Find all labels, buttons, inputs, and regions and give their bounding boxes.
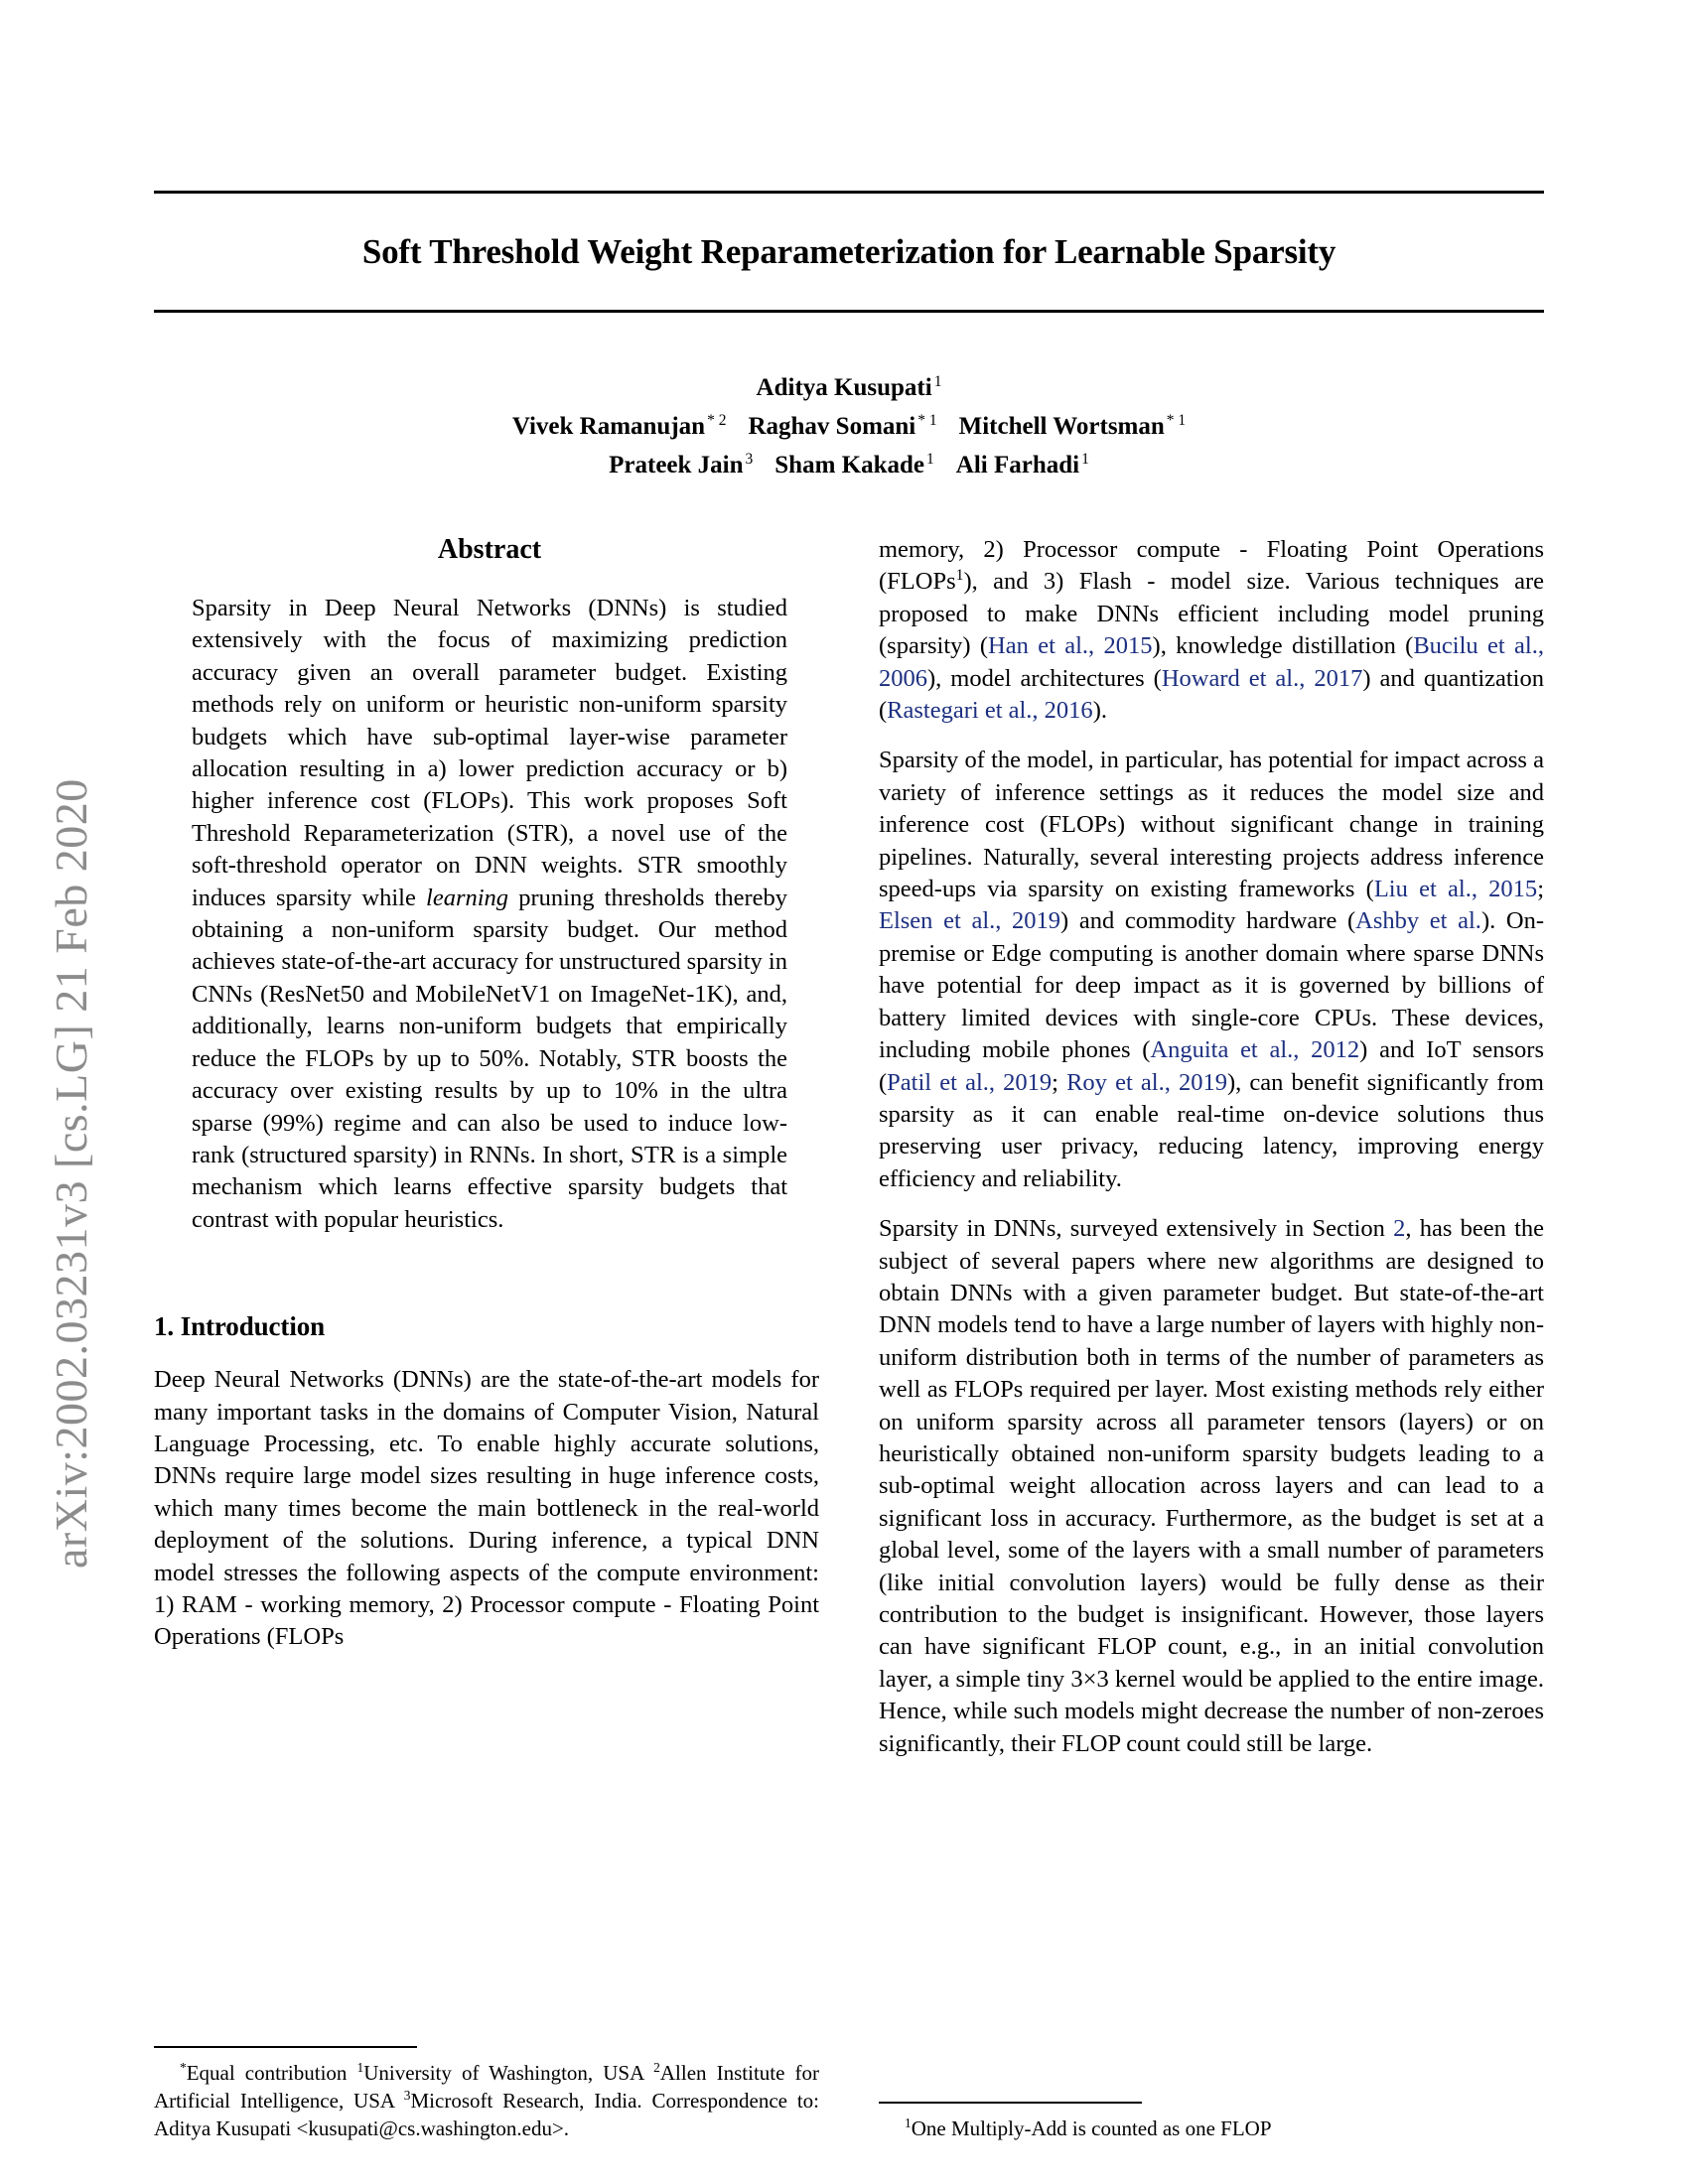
paper-page	[154, 0, 1544, 2184]
str-acronym: STR	[630, 1141, 676, 1168]
intro-paragraph-2	[879, 745, 1544, 1195]
footnote-mark-3: 3	[403, 2088, 411, 2103]
footnote-rule	[879, 2102, 1142, 2104]
abstract-paragraph	[192, 593, 787, 1236]
citation-roy-2019[interactable]: Roy et al., 2019	[1066, 1068, 1227, 1096]
author-affiliation-mark: * 1	[917, 411, 937, 429]
footnote-text-b: University of Washington, USA	[363, 2061, 654, 2085]
intro-p2-semi2: ;	[1052, 1068, 1067, 1096]
author-affiliation-mark: 1	[1081, 450, 1089, 468]
author-line-1	[154, 368, 1544, 407]
author-name: Aditya Kusupati	[756, 374, 932, 401]
multiplication-sign: ×	[1082, 1665, 1097, 1693]
footnote-mark-2: 2	[653, 2060, 660, 2075]
abstract-text-e: is a simple mechanism which learns effective sparsity budgets that contrast with popular heuristics.	[192, 1141, 788, 1233]
abstract-text-b: smoothly induces sparsity while	[192, 852, 787, 911]
author-affiliation-mark: 1	[926, 450, 934, 468]
title-rule-top	[154, 191, 1544, 194]
str-acronym: STR	[636, 852, 683, 880]
citation-elsen-2019[interactable]: Elsen et al., 2019	[879, 907, 1061, 935]
page-title: Soft Threshold Weight Reparameterization for Learnable Sparsity	[361, 232, 1336, 271]
citation-liu-2015[interactable]: Liu et al., 2015	[1373, 876, 1538, 903]
footnote-mark-1: 1	[356, 2060, 364, 2075]
footnote-ref-1: 1	[955, 567, 964, 585]
author-name: Vivek Ramanujan	[511, 413, 706, 440]
author-name: Ali Farhadi	[955, 452, 1080, 478]
intro-p2-d: ) and IoT sensors (	[879, 1036, 1544, 1096]
footnote-text-d: Microsoft Research, India. Correspondence to: Aditya Kusupati <kusupati@cs.washington.edu>.	[154, 2089, 819, 2140]
abstract-heading: Abstract	[437, 534, 542, 565]
right-column	[879, 534, 1544, 2142]
learning-italic: learning	[426, 884, 509, 911]
abstract-text-c: pruning thresholds thereby obtaining a non-uniform sparsity budget. Our method achieves state-of-the-art accuracy for unstructured sparsity in CNNs (ResNet50 and MobileNetV1 on ImageNet-1K), and, additionally, learns non-uniform budgets that empirically reduce the FLOPs by up to 50%. Notably,	[192, 884, 787, 1072]
footnote-mark-1: 1	[905, 2116, 912, 2130]
footnote-rule	[154, 2046, 417, 2048]
author-name: Prateek Jain	[609, 452, 744, 478]
author-affiliation-mark: 3	[745, 450, 754, 468]
author-name: Raghav Somani	[748, 413, 916, 440]
str-acronym: STR	[631, 1044, 677, 1072]
intro-p3-b: , has been the subject of several papers where new algorithms are designed to obtain DNNs with a given parameter budget. But state-of-the-art DNN models tend to have a large number of layers with highly non-uniform distribution both in terms of the number of parameters as well as FLOPs required per layer. Most existing methods rely either on uniform sparsity across all parameter tensors (layers) or on heuristically obtained non-uniform sparsity budgets leading to a sub-optimal weight allocation across layers and can lead to a significant loss in accuracy. Furthermore, as the budget is set at a global level, some of the layers with a small number of parameters (like initial convolution layers) would be fully dense as their contribution to the budget is insignificant. However, those layers can have significant FLOP count, e.g., in an initial convolution layer, a simple tiny 3	[879, 1215, 1545, 1693]
intro-cont-c: ), knowledge distillation (	[1152, 632, 1414, 660]
abstract-text-a: Sparsity in Deep Neural Networks (DNNs) is studied extensively with the focus of maximizing prediction accuracy given an overall parameter budget. Existing methods rely on uniform or heuristic non-uniform sparsity budgets which have sub-optimal layer-wise parameter allocation resulting in a) lower prediction accuracy or b) higher inference cost (FLOPs). This work proposes Soft Threshold Reparameterization (STR), a novel use of the soft-threshold operator on DNN weights.	[192, 595, 787, 880]
author-affiliation-mark: 1	[933, 372, 942, 390]
intro-p2-semi: ;	[1537, 876, 1544, 903]
intro-p2-b: ) and commodity hardware (	[1060, 907, 1356, 935]
footnote-text-c: Allen Institute for Artificial Intelligence, USA	[154, 2061, 819, 2113]
citation-ashby[interactable]: Ashby et al.	[1355, 907, 1481, 935]
author-name: Mitchell Wortsman	[958, 413, 1165, 440]
abstract-block	[192, 534, 787, 1236]
intro-paragraph-1	[154, 1364, 819, 1654]
abstract-text-d: boosts the accuracy over existing results by up to 10% in the ultra sparse (99%) regime and can also be used to induce low-rank (structured sparsity) in RNNs. In short,	[192, 1044, 787, 1168]
intro-p2-c: ). On-premise or Edge computing is another domain where sparse DNNs have potential for deep impact as it is governed by billions of battery limited devices with single-core CPUs. These devices, including mobile phones (	[879, 907, 1544, 1064]
left-column	[154, 534, 819, 2142]
intro-p3-c: 3 kernel would be applied to the entire image. Hence, while such models might decrease the number of non-zeroes significantly, their FLOP count could still be large.	[879, 1665, 1544, 1757]
intro-cont-e: ) and quantization (	[879, 664, 1544, 725]
section-heading-introduction: 1. Introduction	[154, 1311, 326, 1342]
author-line-3	[154, 446, 1544, 484]
citation-anguita-2012[interactable]: Anguita et al., 2012	[1150, 1036, 1360, 1064]
left-footnote-block	[154, 2046, 819, 2142]
intro-cont-lead: memory, 2) Processor compute - Floating Point Operations (FLOPs	[879, 536, 1544, 596]
intro-p2-e: ), can benefit significantly from sparsity as it can enable real-time on-device solutions thus preserving user privacy, reducing latency, improving energy efficiency and reliability.	[879, 1068, 1544, 1192]
intro-p3-a: Sparsity in DNNs, surveyed extensively in Section	[879, 1215, 1394, 1243]
author-affiliation-mark: * 2	[707, 411, 727, 429]
author-line-2	[154, 407, 1544, 446]
intro-cont-d: ), model architectures (	[927, 664, 1162, 692]
intro-paragraph-3	[879, 1213, 1544, 1760]
citation-patil-2019[interactable]: Patil et al., 2019	[887, 1068, 1053, 1096]
intro-text-1: Deep Neural Networks (DNNs) are the state-of-the-art models for many important tasks in the domains of Computer Vision, Natural Language Processing, etc. To enable highly accurate solutions, DNNs require large model sizes resulting in huge inference costs, which many times become the main bottleneck in the real-world deployment of the solutions. During inference, a typical DNN model stresses the following aspects of the compute environment: 1) RAM - working memory, 2) Processor compute - Floating Point Operations (FLOPs	[154, 1366, 819, 1651]
citation-rastegari-2016[interactable]: Rastegari et al., 2016	[887, 697, 1093, 725]
arxiv-stamp: arXiv:2002.03231v3 [cs.LG] 21 Feb 2020	[46, 778, 96, 1569]
title-rule-bottom	[154, 310, 1544, 313]
citation-han-2015[interactable]: Han et al., 2015	[988, 632, 1153, 660]
affiliation-footnote	[154, 2059, 819, 2142]
author-affiliation-mark: * 1	[1166, 411, 1187, 429]
intro-cont-b: ), and 3) Flash - model size. Various techniques are proposed to make DNNs efficient including model pruning (sparsity) (	[879, 568, 1544, 660]
footnote-text: One Multiply-Add is counted as one FLOP	[911, 2116, 1272, 2140]
intro-p2-a: Sparsity of the model, in particular, has potential for impact across a variety of inference settings as it reduces the model size and inference cost (FLOPs) without significant change in training pipelines. Naturally, several interesting projects address inference speed-ups via sparsity on existing frameworks (	[879, 747, 1544, 903]
author-name: Sham Kakade	[774, 452, 925, 478]
flop-footnote	[879, 2115, 1544, 2142]
author-list	[154, 368, 1544, 484]
citation-bucilu-2006[interactable]: Bucilu et al., 2006	[879, 632, 1544, 692]
cross-reference-section-2[interactable]: 2	[1393, 1215, 1406, 1243]
two-column-body	[154, 534, 1544, 2142]
footnote-mark-star: *	[180, 2060, 187, 2075]
right-footnote-block	[879, 2102, 1544, 2142]
footnote-text-a: Equal contribution	[186, 2061, 357, 2085]
intro-paragraph-1-cont	[879, 534, 1544, 727]
intro-cont-f: ).	[1092, 697, 1107, 725]
citation-howard-2017[interactable]: Howard et al., 2017	[1161, 664, 1363, 692]
